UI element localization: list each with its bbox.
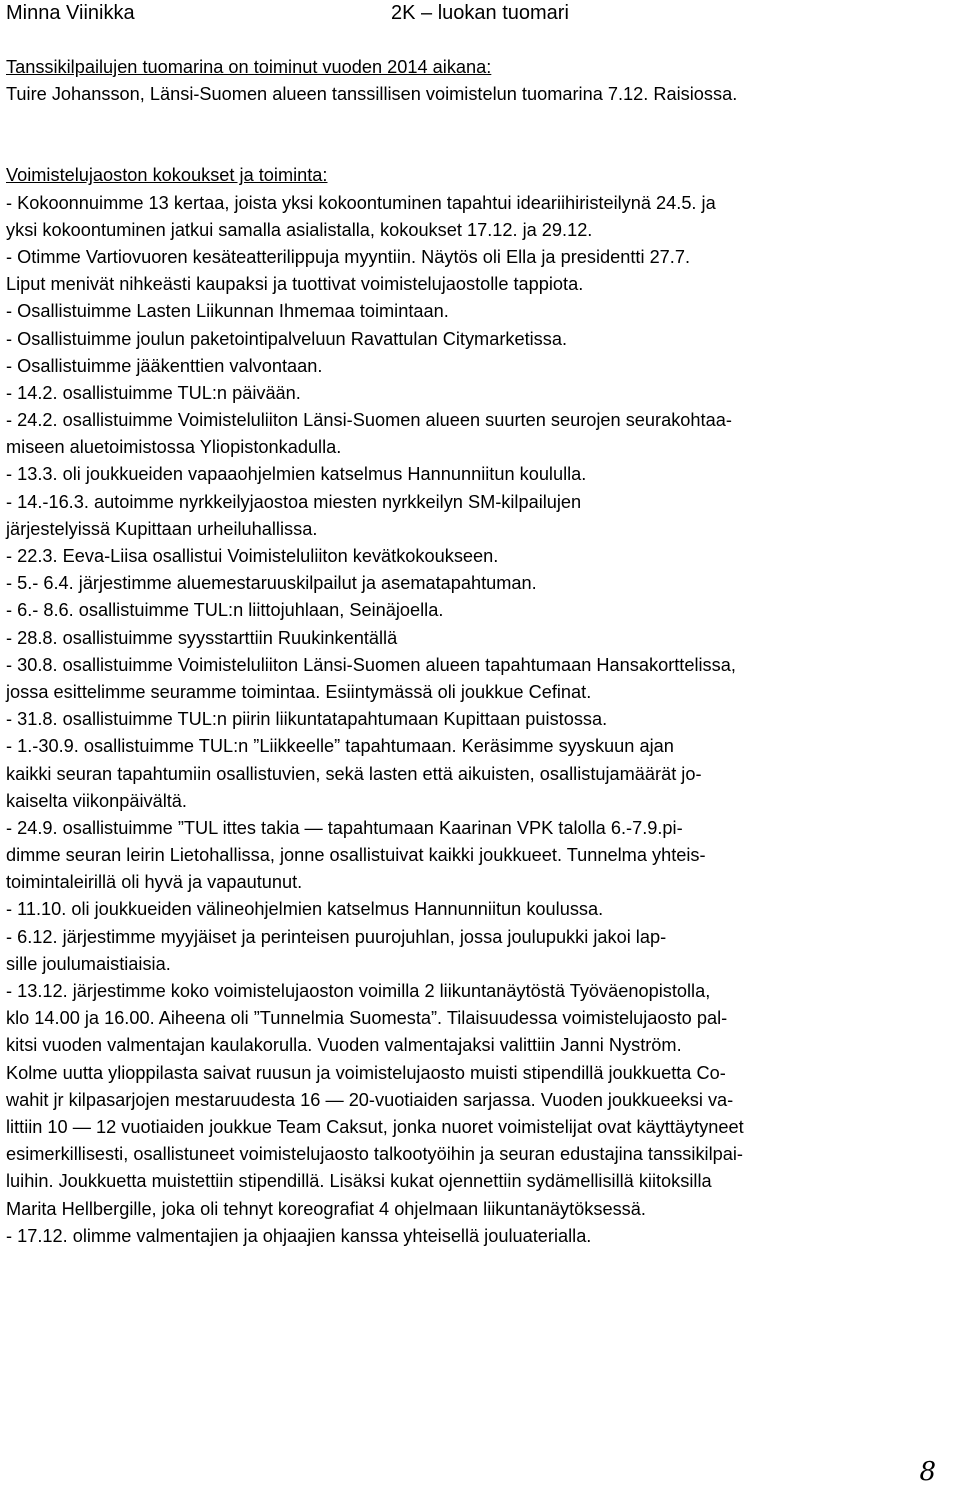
activity-line: klo 14.00 ja 16.00. Aiheena oli ”Tunnelmia Suomesta”. Tilaisuudessa voimistelujaosto pal- — [6, 1008, 728, 1029]
activity-line: - 14.2. osallistuimme TUL:n päivään. — [6, 382, 301, 403]
activity-line: - 30.8. osallistuimme Voimisteluliiton Länsi-Suomen alueen tapahtumaan Hansakorttelissa, — [6, 654, 736, 675]
judging-line: Tuire Johansson, Länsi-Suomen alueen tanssillisen voimistelun tuomarina 7.12. Raisiossa. — [6, 84, 738, 105]
activity-line: - Kokoonnuimme 13 kertaa, joista yksi kokoontuminen tapahtui ideariihiristeilynä 24.5. ja — [6, 192, 716, 213]
page-header — [6, 0, 960, 26]
activity-line: - 13.3. oli joukkueiden vapaaohjelmien katselmus Hannunniitun koululla. — [6, 464, 587, 485]
activity-line: miseen aluetoimistossa Yliopistonkadulla. — [6, 437, 342, 458]
activity-line: luihin. Joukkuetta muistettiin stipendillä. Lisäksi kukat ojennettiin sydämellisillä kiitoksilla — [6, 1171, 712, 1192]
document-body — [6, 54, 958, 1250]
activity-line: littiin 10 — 12 vuotiaiden joukkue Team Caksut, jonka nuoret voimistelijat ovat käyttäytyneet — [6, 1116, 744, 1137]
activity-line: toimintaleirillä oli hyvä ja vapautunut. — [6, 872, 303, 893]
activity-line: - Osallistuimme joulun paketointipalveluun Ravattulan Citymarketissa. — [6, 328, 568, 349]
activity-line: - 31.8. osallistuimme TUL:n piirin liikuntatapahtumaan Kupittaan puistossa. — [6, 709, 608, 730]
activity-line: dimme seuran leirin Lietohallissa, jonne osallistuivat kaikki joukkueet. Tunnelma yhteis- — [6, 845, 706, 866]
activity-line: - Osallistuimme Lasten Liikunnan Ihmemaa toimintaan. — [6, 301, 449, 322]
activity-line: sille joulumaistiaisia. — [6, 953, 171, 974]
author-name: Minna Viinikka — [6, 2, 135, 24]
activity-line: - Osallistuimme jääkenttien valvontaan. — [6, 355, 323, 376]
activity-line: - 6.12. järjestimme myyjäiset ja perinteisen puurojuhlan, jossa joulupukki jakoi lap- — [6, 926, 667, 947]
activity-line: jossa esittelimme seuramme toimintaa. Esiintymässä oli joukkue Cefinat. — [6, 681, 592, 702]
section-gap — [6, 108, 958, 162]
activity-line: - 22.3. Eeva-Liisa osallistui Voimisteluliiton kevätkokoukseen. — [6, 546, 499, 566]
activity-line: - 28.8. osallistuimme syysstarttiin Ruukinkentällä — [6, 627, 398, 648]
activity-line: Kolme uutta ylioppilasta saivat ruusun ja voimistelujaosto muisti stipendillä joukkuetta Co- — [6, 1062, 726, 1083]
page-number: 8 — [919, 1457, 936, 1487]
activity-line: - 6.- 8.6. osallistuimme TUL:n liittojuhlaan, Seinäjoella. — [6, 600, 444, 621]
activity-line: kitsi vuoden valmentajan kaulakorulla. Vuoden valmentajaksi valittiin Janni Nyström. — [6, 1035, 682, 1056]
author-role: 2K – luokan tuomari — [391, 2, 569, 24]
activity-line: kaikki seuran tapahtumiin osallistuvien, sekä lasten että aikuisten, osallistujamäärät jo- — [6, 763, 702, 784]
activities-list — [6, 190, 958, 1250]
activity-line: kaiselta viikonpäivältä. — [6, 790, 187, 811]
activity-line: - 11.10. oli joukkueiden välineohjelmien katselmus Hannunniitun koulussa. — [6, 899, 604, 920]
activity-line: Liput menivät nihkeästi kaupaksi ja tuottivat voimistelujaostolle tappiota. — [6, 274, 584, 295]
activity-line: - 14.-16.3. autoimme nyrkkeilyjaostoa miesten nyrkkeilyn SM-kilpailujen — [6, 491, 582, 512]
activities-heading: Voimistelujaoston kokoukset ja toiminta: — [6, 165, 328, 186]
activity-line: - 13.12. järjestimme koko voimistelujaoston voimilla 2 liikuntanäytöstä Työväenopistolla, — [6, 981, 711, 1001]
activity-line: - 5.- 6.4. järjestimme aluemestaruuskilpailut ja asematapahtuman. — [6, 573, 537, 594]
activity-line: yksi kokoontuminen jatkui samalla asialistalla, kokoukset 17.12. ja 29.12. — [6, 219, 593, 240]
activity-line: Marita Hellbergille, joka oli tehnyt koreografiat 4 ohjelmaan liikuntanäytöksessä. — [6, 1198, 646, 1219]
activity-line: esimerkillisesti, osallistuneet voimistelujaosto talkootyöihin ja seuran edustajina tanssikilpai- — [6, 1144, 743, 1165]
activity-line: - 17.12. olimme valmentajien ja ohjaajien kanssa yhteisellä jouluaterialla. — [6, 1225, 592, 1246]
activity-line: - Otimme Vartiovuoren kesäteatterilippuja myyntiin. Näytös oli Ella ja presidentti 27.7. — [6, 246, 691, 267]
activity-line: järjestelyissä Kupittaan urheiluhallissa. — [6, 518, 318, 539]
activity-line: - 24.2. osallistuimme Voimisteluliiton Länsi-Suomen alueen suurten seurojen seurakohtaa- — [6, 410, 732, 431]
activity-line: - 1.-30.9. osallistuimme TUL:n ”Liikkeelle” tapahtumaan. Keräsimme syyskuun ajan — [6, 736, 674, 757]
judging-heading: Tanssikilpailujen tuomarina on toiminut vuoden 2014 aikana: — [6, 57, 492, 77]
activity-line: wahit jr kilpasarjojen mestaruudesta 16 — 20-vuotiaiden sarjassa. Vuoden joukkueeksi va- — [6, 1089, 734, 1110]
activity-line: - 24.9. osallistuimme ”TUL ittes takia — tapahtumaan Kaarinan VPK talolla 6.-7.9.pi- — [6, 817, 683, 838]
